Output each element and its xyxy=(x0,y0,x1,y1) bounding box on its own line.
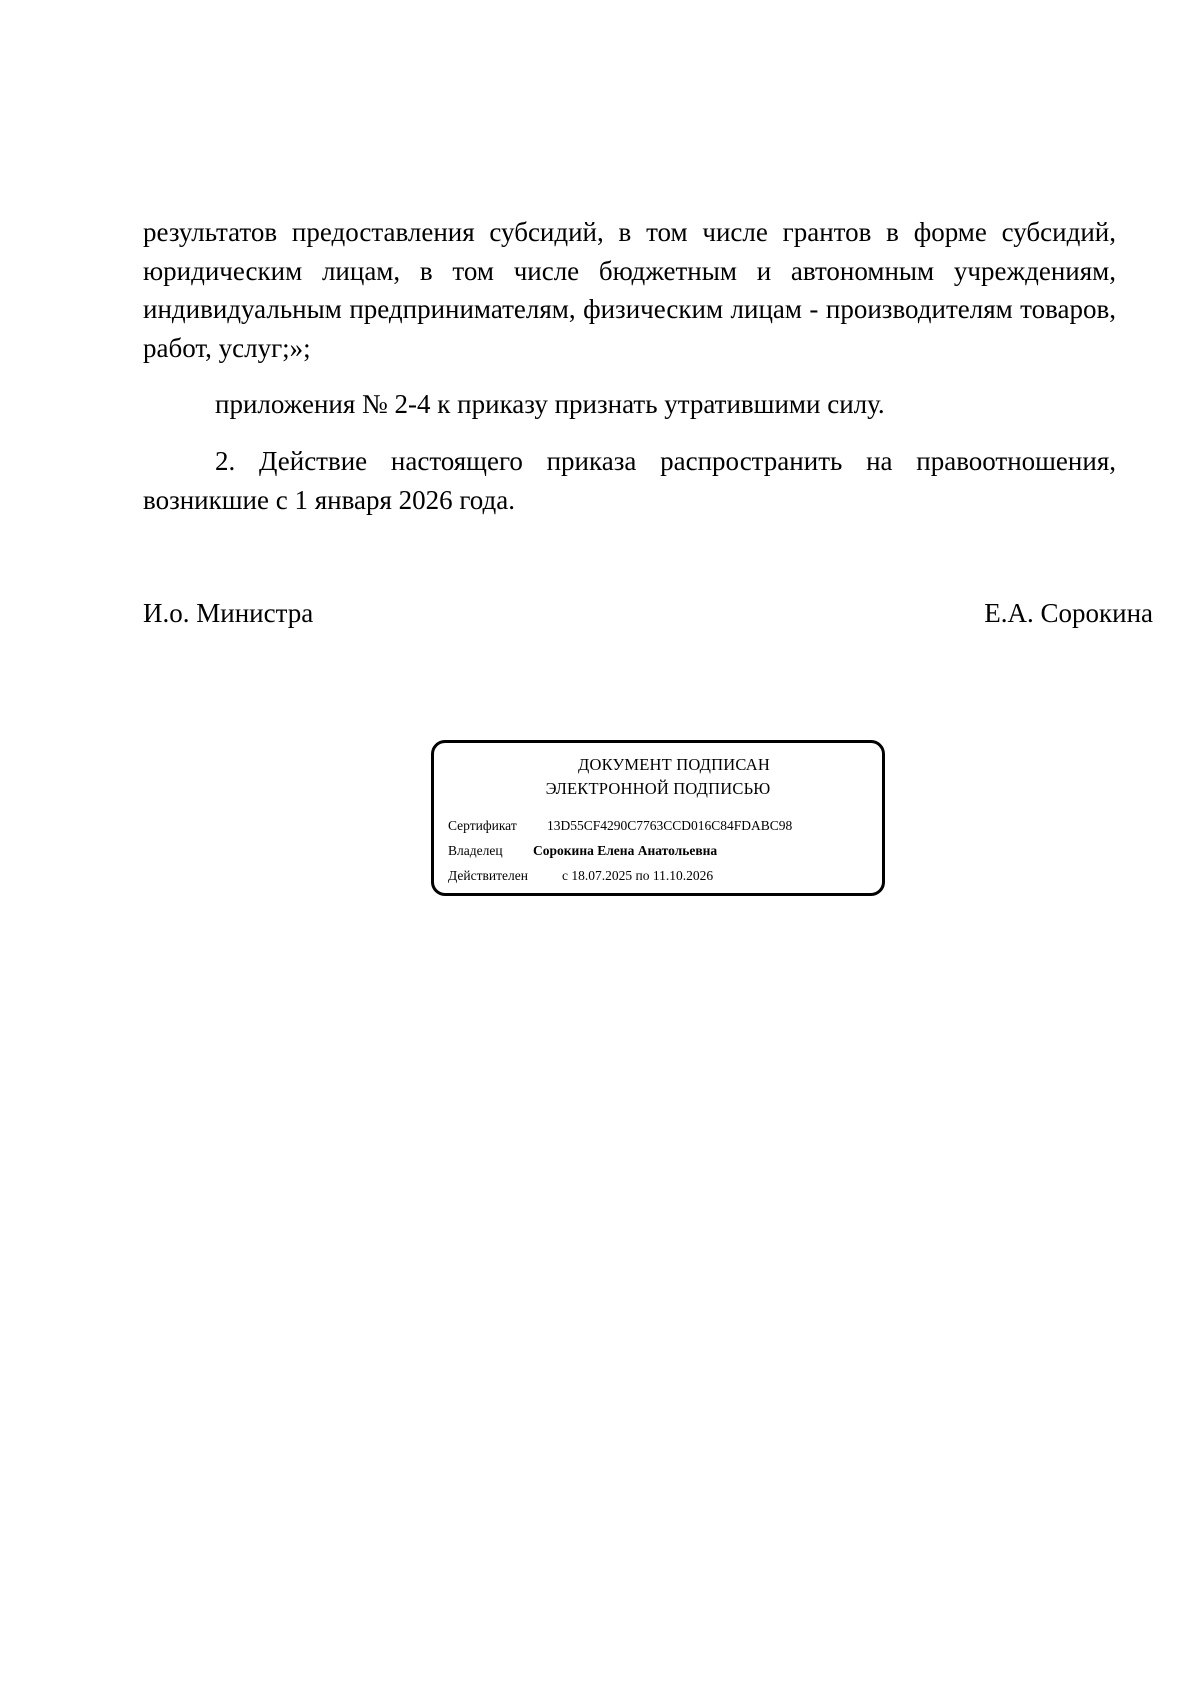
signature-block xyxy=(143,594,1153,632)
signatory-position: И.о. Министра xyxy=(143,598,314,628)
paragraph-effective-date: 2. Действие настоящего приказа распространить на правоотношения, возникшие с 1 января 2026 года. xyxy=(143,446,1116,515)
stamp-owner-row xyxy=(448,841,717,861)
paragraph-continuation: результатов предоставления субсидий, в том числе грантов в форме субсидий, юридическим лицам, в том числе бюджетным и автономным учреждениям, индивидуальным предпринимателям, физическим лицам - производителям товаров, работ, услуг;»; xyxy=(143,217,1116,363)
validity-value: с 18.07.2025 по 11.10.2026 xyxy=(562,868,714,883)
electronic-signature-stamp xyxy=(431,740,885,896)
stamp-certificate-row xyxy=(448,816,792,836)
stamp-title-line2: ЭЛЕКТРОННОЙ ПОДПИСЬЮ xyxy=(545,779,771,798)
stamp-validity-row xyxy=(448,866,713,886)
validity-label: Действителен xyxy=(448,868,528,883)
certificate-label: Сертификат xyxy=(448,818,517,833)
owner-value: Сорокина Елена Анатольевна xyxy=(533,843,718,858)
paragraph-annex-repeal: приложения № 2-4 к приказу признать утратившими силу. xyxy=(215,389,885,419)
stamp-title-line1: ДОКУМЕНТ ПОДПИСАН xyxy=(578,755,770,774)
signatory-name: Е.А. Сорокина xyxy=(984,598,1153,628)
certificate-value: 13D55CF4290C7763CCD016C84FDABC98 xyxy=(547,818,793,833)
owner-label: Владелец xyxy=(448,843,503,858)
